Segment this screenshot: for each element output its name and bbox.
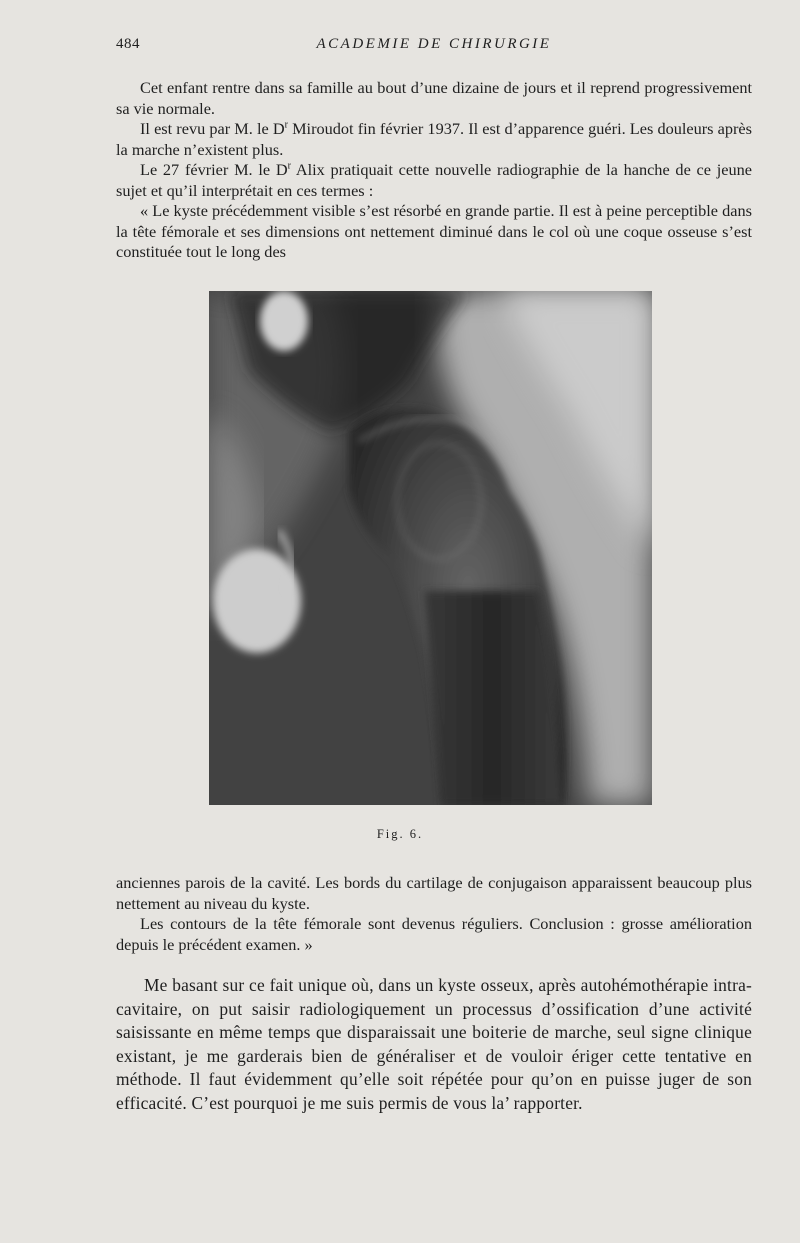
hip-radiograph [209,291,652,805]
conclusion-text-block [116,974,752,1115]
paragraph: Me basant sur ce fait unique où, dans un kyste osseux, après autohémothérapie intra-cavitaire, on put saisir radiologiquement un processus d’ossification d’une activité saisissante en même temps que disparaissait une boiterie de marche, seul signe clinique existant, je me garderais bien de généraliser et de vouloir ériger cette tentative en méthode. Il faut évidemment qu’elle soit répétée pour qu’on en puisse juger de son efficacité. C’est pourquoi je me suis permis de vous la’ rapporter. [116,975,752,1113]
paragraph: anciennes parois de la cavité. Les bords du cartilage de conjugaison apparaissent beaucoup plus nettement au niveau du kyste. [116,873,752,913]
middle-text-block [116,873,752,955]
paragraph: Il est revu par M. le $D^r$ Miroudot fin février 1937. Il est d’apparence guéri. Les douleurs après la marche n’existent plus. [116,119,752,159]
running-head: ACADEMIE DE CHIRURGIE [316,36,552,52]
paragraph: Cet enfant rentre dans sa famille au bout d’une dizaine de jours et il reprend progressivement sa vie normale. [116,78,752,118]
page-header [116,36,752,58]
top-text-block [116,78,752,263]
paragraph: « Le kyste précédemment visible s’est résorbé en grande partie. Il est à peine perceptible dans la tête fémorale et ses dimensions ont nettement diminué dans le col où une coque osseuse s’est constituée tout le long des [116,201,752,261]
figure-caption: Fig. 6. [376,827,424,841]
paragraph: Les contours de la tête fémorale sont devenus réguliers. Conclusion : grosse amélioration depuis le précédent examen. » [116,914,752,954]
page-number: 484 [116,36,140,52]
paragraph: Le 27 février M. le $D^r$ Alix pratiquait cette nouvelle radiographie de la hanche de ce jeune sujet et qu’il interprétait en ces termes : [116,160,752,200]
